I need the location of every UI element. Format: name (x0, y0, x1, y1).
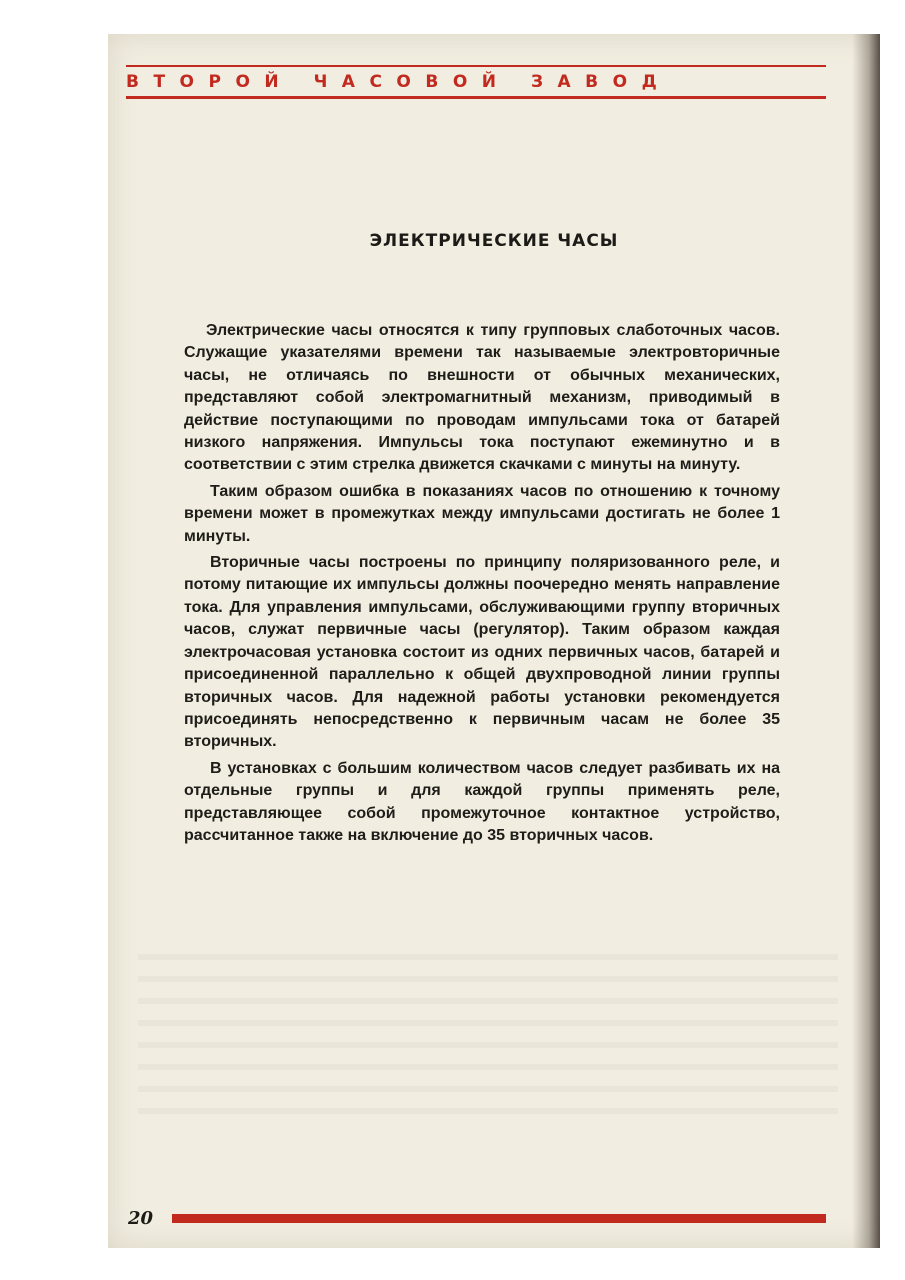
section-title: ЭЛЕКТРИЧЕСКИЕ ЧАСЫ (369, 231, 619, 251)
body-text (184, 320, 780, 851)
footer-rule (172, 1214, 826, 1223)
header-rule-bottom (126, 96, 826, 99)
paragraph-4: В установках с большим количеством часов следует разбивать их на отдельные группы и для каждой группы применять реле, представляющее собой промежуточное контактное устройство, рассчитанное также на включение до 35 вторичных часов. (184, 759, 780, 844)
running-header (126, 65, 826, 105)
page-number: 20 (128, 1208, 154, 1229)
paragraph-2: Таким образом ошибка в показаниях часов по отношению к точному времени может в промежутках между импульсами достигать не более 1 минуты. (184, 482, 780, 545)
header-rule-top (126, 65, 826, 67)
page-footer (128, 1208, 828, 1232)
running-header-title: ВТОРОЙ ЧАСОВОЙ ЗАВОД (126, 72, 672, 92)
paragraph-1: Электрические часы относятся к типу групповых слаботочных часов. Служащие указателями времени так называемые электровторичные часы, не отличаясь по внешности от обычных механических, представляют собой электромагнитный механизм, приводимый в действие поступающими по проводам импульсами тока от батарей низкого напряжения. Импульсы тока поступают ежеминутно и в соответствии с этим стрелка движется скачками с минуты на минуту. (184, 322, 780, 474)
paragraph-3: Вторичные часы построены по принципу поляризованного реле, и потому питающие их импульсы должны поочередно менять направление тока. Для управления импульсами, обслуживающими группу вторичных часов, служат первичные часы (регулятор). Таким образом каждая электрочасовая установка состоит из одних первичных часов, батарей и присоединенной параллельно к общей двухпроводной линии группы вторичных часов. Для надежной работы установки рекомендуется присоединять непосредственно к первичным часам не более 35 вторичных. (184, 554, 780, 751)
book-page (108, 34, 880, 1248)
spine-shadow (852, 34, 880, 1248)
bleed-through-texture (138, 954, 838, 1114)
